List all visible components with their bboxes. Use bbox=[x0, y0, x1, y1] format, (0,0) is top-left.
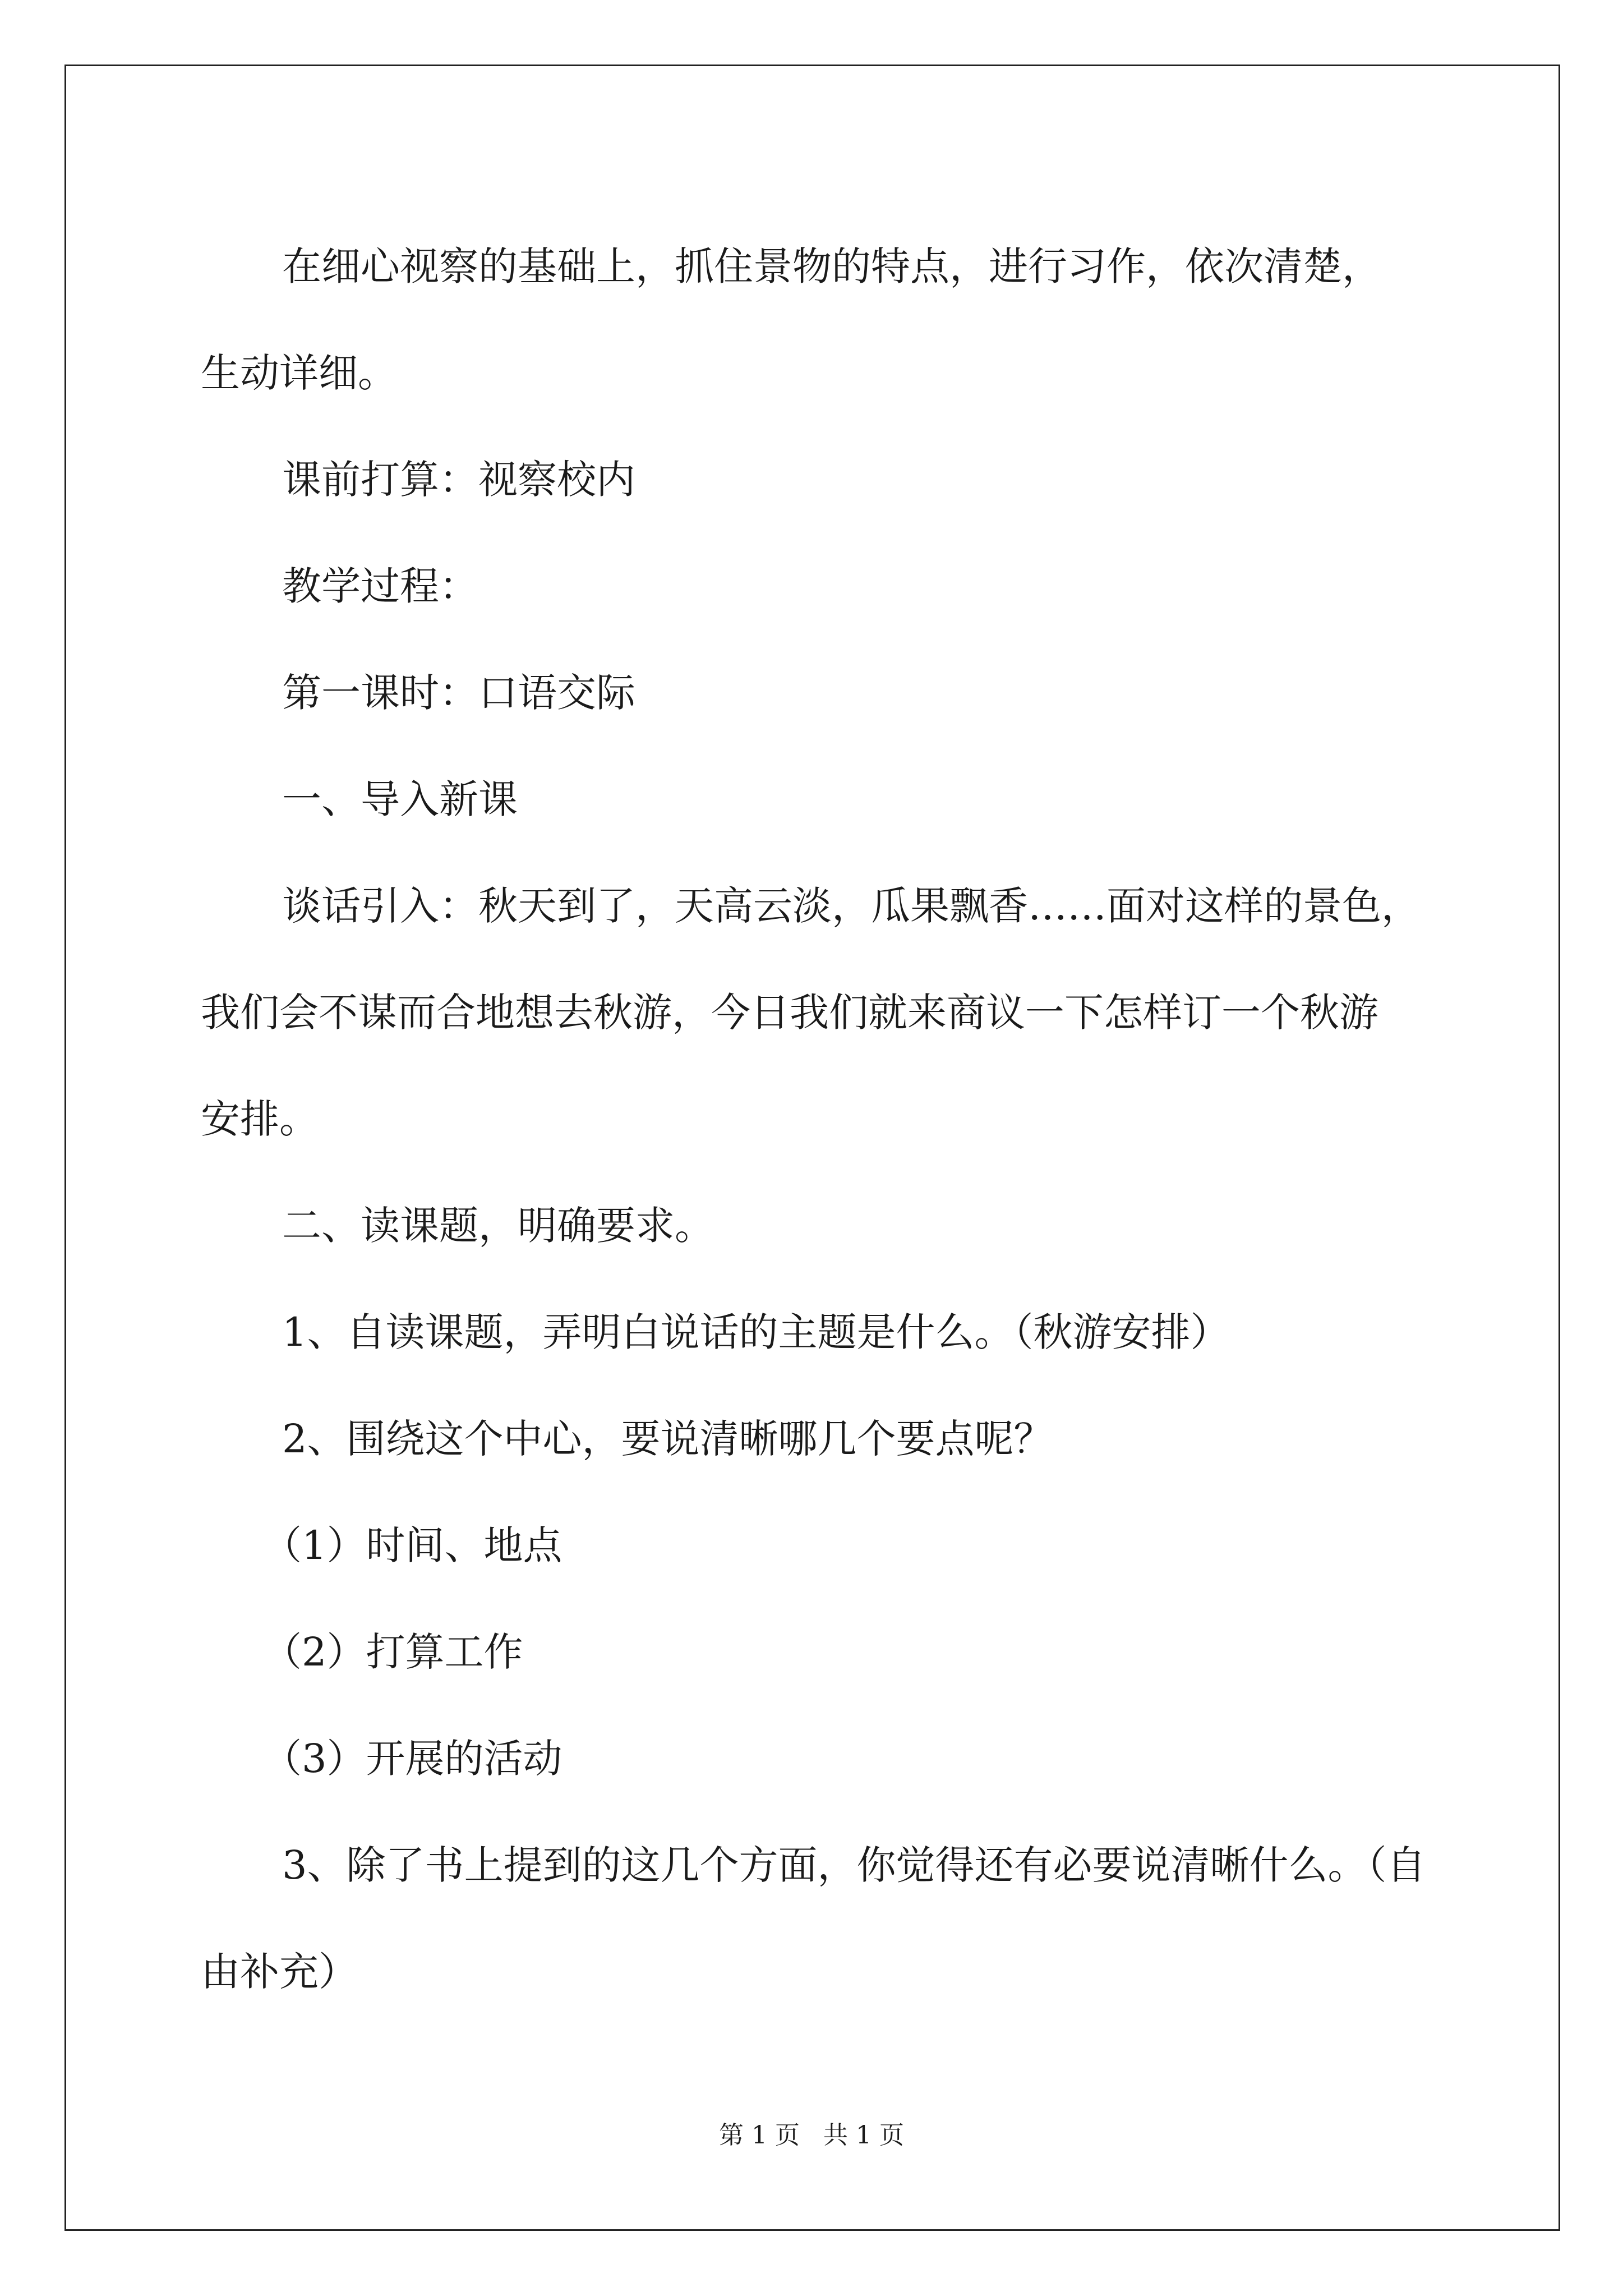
paragraph: 由补充） bbox=[201, 1949, 358, 1995]
sub-list-item: （1）时间、地点 bbox=[262, 1522, 562, 1568]
paragraph: 在细心视察的基础上，抓住景物的特点，进行习作，依次清楚， bbox=[282, 243, 1381, 289]
list-item: 2、围绕这个中心，要说清晰哪几个要点呢？ bbox=[282, 1416, 1053, 1462]
paragraph: 我们会不谋而合地想去秋游，今日我们就来商议一下怎样订一个秋游 bbox=[201, 990, 1378, 1036]
page-number: 第 1 页 bbox=[719, 2121, 800, 2150]
document-body bbox=[201, 213, 1435, 2025]
paragraph: 生动详细。 bbox=[201, 350, 397, 396]
page-total: 共 1 页 bbox=[823, 2121, 904, 2150]
list-item: 3、除了书上提到的这几个方面，你觉得还有必要说清晰什么。（自 bbox=[282, 1842, 1426, 1888]
page-footer bbox=[0, 2115, 1623, 2151]
paragraph: 课前打算：视察校内 bbox=[282, 457, 635, 503]
paragraph: 安排。 bbox=[201, 1096, 319, 1142]
paragraph: 第一课时：口语交际 bbox=[282, 670, 635, 716]
paragraph: 谈话引入：秋天到了，天高云淡，瓜果飘香……面对这样的景色， bbox=[282, 883, 1421, 929]
sub-list-item: （2）打算工作 bbox=[262, 1629, 523, 1675]
section-heading: 一、导入新课 bbox=[282, 776, 518, 822]
paragraph: 教学过程： bbox=[282, 563, 478, 609]
list-item: 1、自读课题，弄明白说话的主题是什么。（秋游安排） bbox=[282, 1309, 1230, 1355]
section-heading: 二、读课题，明确要求。 bbox=[282, 1203, 714, 1249]
sub-list-item: （3）开展的活动 bbox=[262, 1736, 562, 1782]
